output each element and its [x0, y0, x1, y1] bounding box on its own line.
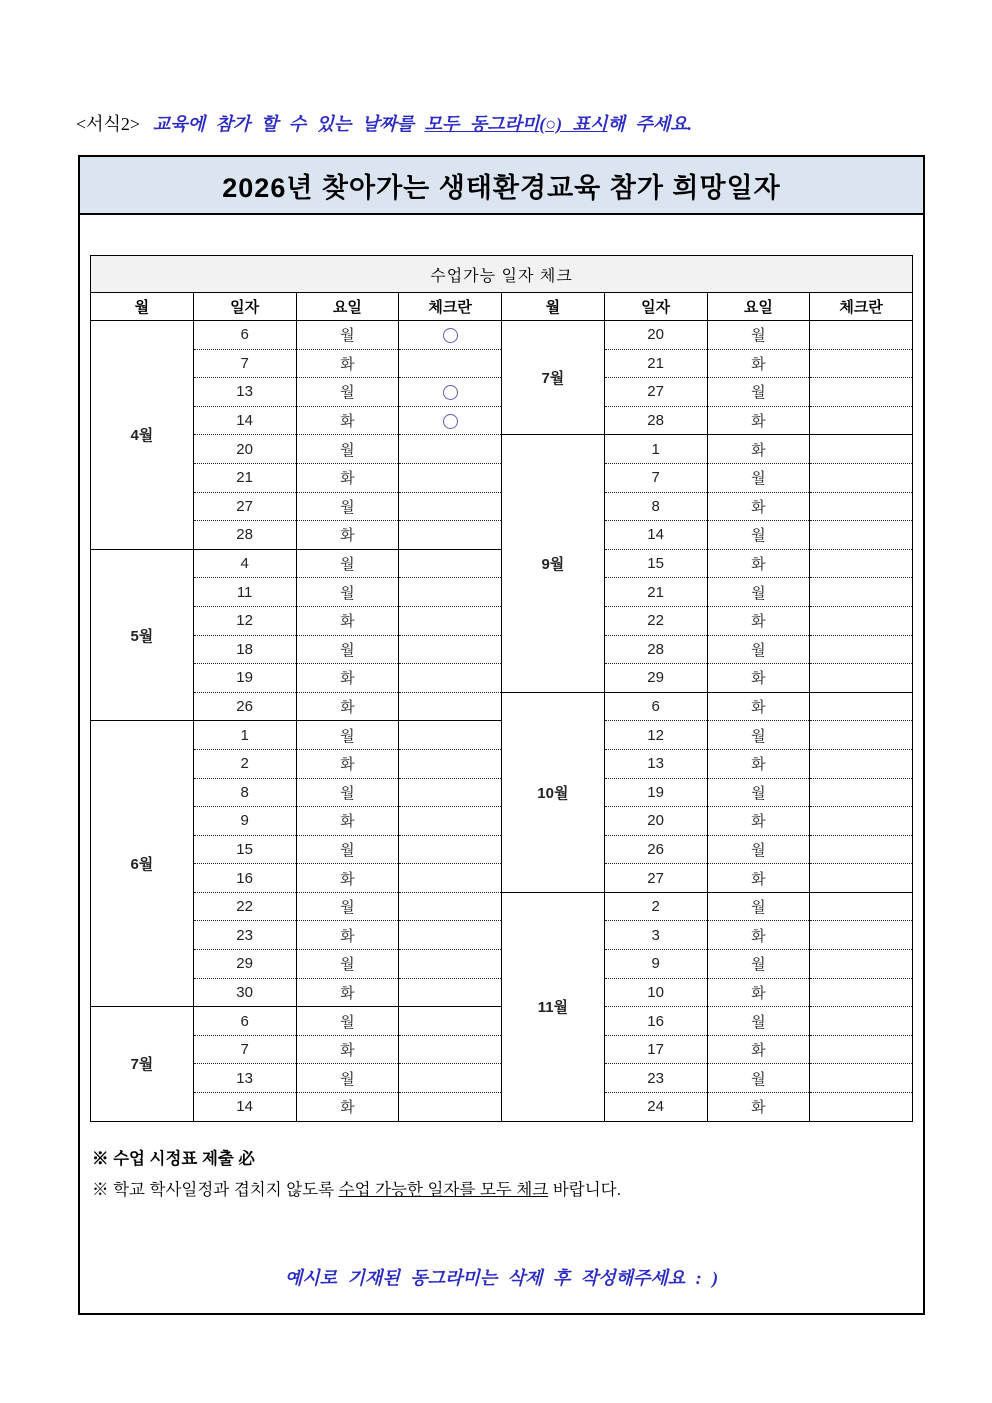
date-cell: 29 [604, 664, 707, 693]
check-cell[interactable] [810, 1035, 913, 1064]
date-cell: 28 [604, 635, 707, 664]
date-cell: 22 [604, 606, 707, 635]
weekday-cell: 화 [296, 692, 399, 721]
table-row [91, 321, 913, 350]
check-cell[interactable] [810, 635, 913, 664]
date-cell: 8 [193, 778, 296, 807]
weekday-cell: 화 [707, 864, 810, 893]
weekday-cell: 화 [707, 1035, 810, 1064]
date-cell: 13 [193, 1064, 296, 1093]
date-cell: 20 [193, 435, 296, 464]
weekday-cell: 화 [707, 807, 810, 836]
weekday-cell: 월 [707, 521, 810, 550]
column-header: 요일 [707, 293, 810, 321]
note-timetable: ※ 수업 시정표 제출 必 [92, 1149, 255, 1168]
weekday-cell: 화 [707, 978, 810, 1007]
month-cell: 5월 [91, 549, 194, 721]
column-header: 월 [91, 293, 194, 321]
check-cell[interactable] [399, 835, 502, 864]
instruction-underlined: 모두 동그라미(○) 표시 [424, 114, 608, 134]
weekday-cell: 화 [707, 435, 810, 464]
check-cell[interactable] [810, 892, 913, 921]
check-cell[interactable] [810, 664, 913, 693]
check-cell[interactable] [399, 807, 502, 836]
column-header: 체크란 [810, 293, 913, 321]
date-cell: 14 [604, 521, 707, 550]
check-cell[interactable] [810, 749, 913, 778]
check-cell[interactable] [810, 778, 913, 807]
weekday-cell: 화 [296, 749, 399, 778]
weekday-cell: 화 [707, 664, 810, 693]
weekday-cell: 화 [296, 406, 399, 435]
date-cell: 21 [604, 578, 707, 607]
check-cell[interactable] [399, 950, 502, 979]
weekday-cell: 월 [296, 892, 399, 921]
date-cell: 7 [193, 349, 296, 378]
month-cell: 10월 [502, 692, 605, 892]
date-cell: 19 [193, 664, 296, 693]
date-cell: 14 [193, 1093, 296, 1122]
note2-suffix: 바랍니다. [548, 1180, 622, 1199]
column-header: 요일 [296, 293, 399, 321]
date-cell: 23 [604, 1064, 707, 1093]
check-cell[interactable] [810, 492, 913, 521]
availability-table [90, 255, 913, 1122]
check-cell[interactable] [399, 864, 502, 893]
weekday-cell: 화 [707, 921, 810, 950]
circle-mark-icon [443, 414, 458, 429]
weekday-cell: 월 [707, 1007, 810, 1036]
date-cell: 1 [193, 721, 296, 750]
check-cell[interactable] [399, 492, 502, 521]
check-cell[interactable] [399, 521, 502, 550]
weekday-cell: 월 [296, 1064, 399, 1093]
column-header: 월 [502, 293, 605, 321]
check-cell[interactable] [399, 1093, 502, 1122]
weekday-cell: 화 [296, 1093, 399, 1122]
check-cell[interactable] [399, 349, 502, 378]
check-cell[interactable] [399, 778, 502, 807]
date-cell: 28 [604, 406, 707, 435]
check-cell[interactable] [810, 549, 913, 578]
date-cell: 29 [193, 950, 296, 979]
date-cell: 12 [604, 721, 707, 750]
date-cell: 12 [193, 606, 296, 635]
check-cell[interactable] [810, 378, 913, 407]
circle-mark-icon [443, 385, 458, 400]
date-cell: 20 [604, 321, 707, 350]
month-cell: 11월 [502, 892, 605, 1121]
note2-prefix: ※ 학교 학사일정과 겹치지 않도록 [92, 1180, 339, 1199]
check-cell[interactable] [810, 864, 913, 893]
month-cell: 7월 [91, 1007, 194, 1121]
date-cell: 28 [193, 521, 296, 550]
column-header-row [91, 293, 913, 321]
month-cell: 7월 [502, 321, 605, 435]
weekday-cell: 월 [707, 1064, 810, 1093]
date-cell: 9 [604, 950, 707, 979]
check-cell[interactable] [810, 1093, 913, 1122]
table-row [91, 435, 913, 464]
weekday-cell: 화 [707, 692, 810, 721]
weekday-cell: 월 [296, 549, 399, 578]
column-header: 일자 [604, 293, 707, 321]
check-cell[interactable] [399, 549, 502, 578]
weekday-cell: 월 [296, 321, 399, 350]
table-row [91, 692, 913, 721]
weekday-cell: 화 [296, 1035, 399, 1064]
form-container [78, 155, 925, 1315]
check-cell[interactable] [810, 606, 913, 635]
date-cell: 13 [604, 749, 707, 778]
date-cell: 17 [604, 1035, 707, 1064]
check-cell[interactable] [810, 835, 913, 864]
weekday-cell: 월 [707, 778, 810, 807]
weekday-cell: 월 [296, 1007, 399, 1036]
check-cell[interactable] [399, 406, 502, 435]
date-cell: 3 [604, 921, 707, 950]
month-cell: 6월 [91, 721, 194, 1007]
weekday-cell: 월 [296, 378, 399, 407]
weekday-cell: 월 [296, 950, 399, 979]
check-cell[interactable] [399, 635, 502, 664]
date-cell: 18 [193, 635, 296, 664]
date-cell: 27 [193, 492, 296, 521]
date-cell: 7 [604, 463, 707, 492]
check-cell[interactable] [810, 435, 913, 464]
weekday-cell: 월 [707, 950, 810, 979]
note2-underlined: 수업 가능한 일자를 모두 체크 [338, 1180, 549, 1199]
month-cell: 9월 [502, 435, 605, 692]
date-cell: 14 [193, 406, 296, 435]
weekday-cell: 월 [707, 635, 810, 664]
weekday-cell: 화 [707, 349, 810, 378]
weekday-cell: 화 [296, 807, 399, 836]
date-cell: 8 [604, 492, 707, 521]
weekday-cell: 월 [707, 378, 810, 407]
instruction-prefix: 교육에 참가 할 수 있는 날짜를 [152, 114, 425, 134]
weekday-cell: 월 [707, 578, 810, 607]
notes-section [92, 1144, 923, 1206]
weekday-cell: 월 [707, 721, 810, 750]
weekday-cell: 월 [296, 635, 399, 664]
weekday-cell: 화 [296, 978, 399, 1007]
check-cell[interactable] [399, 1007, 502, 1036]
date-cell: 2 [193, 749, 296, 778]
weekday-cell: 화 [707, 492, 810, 521]
check-cell[interactable] [810, 692, 913, 721]
check-cell[interactable] [810, 950, 913, 979]
footer-note: 예시로 기재된 동그라미는 삭제 후 작성해주세요 : ) [284, 1267, 719, 1288]
column-header: 일자 [193, 293, 296, 321]
check-cell[interactable] [810, 521, 913, 550]
date-cell: 26 [193, 692, 296, 721]
check-cell[interactable] [810, 807, 913, 836]
circle-mark-icon [443, 328, 458, 343]
document-title: 2026년 찾아가는 생태환경교육 참가 희망일자 [80, 157, 923, 215]
check-cell[interactable] [399, 664, 502, 693]
table-row [91, 892, 913, 921]
date-cell: 13 [193, 378, 296, 407]
check-cell[interactable] [810, 721, 913, 750]
check-cell[interactable] [399, 463, 502, 492]
check-cell[interactable] [810, 1064, 913, 1093]
weekday-cell: 화 [707, 606, 810, 635]
check-cell[interactable] [810, 978, 913, 1007]
weekday-cell: 월 [296, 721, 399, 750]
weekday-cell: 화 [296, 664, 399, 693]
date-cell: 16 [604, 1007, 707, 1036]
form-number-label: <서식2> [76, 114, 141, 134]
column-header: 체크란 [399, 293, 502, 321]
weekday-cell: 화 [707, 1093, 810, 1122]
date-cell: 19 [604, 778, 707, 807]
weekday-cell: 화 [296, 349, 399, 378]
instruction-suffix: 해 주세요. [607, 114, 693, 134]
check-cell[interactable] [810, 406, 913, 435]
weekday-cell: 화 [296, 521, 399, 550]
check-cell[interactable] [399, 435, 502, 464]
date-cell: 30 [193, 978, 296, 1007]
weekday-cell: 화 [296, 606, 399, 635]
check-cell[interactable] [399, 321, 502, 350]
date-cell: 15 [193, 835, 296, 864]
date-cell: 1 [604, 435, 707, 464]
date-cell: 27 [604, 864, 707, 893]
weekday-cell: 월 [707, 892, 810, 921]
check-cell[interactable] [810, 1007, 913, 1036]
weekday-cell: 월 [296, 835, 399, 864]
date-cell: 6 [193, 1007, 296, 1036]
check-cell[interactable] [399, 606, 502, 635]
weekday-cell: 월 [296, 435, 399, 464]
check-cell[interactable] [399, 692, 502, 721]
weekday-cell: 화 [707, 406, 810, 435]
check-cell[interactable] [810, 578, 913, 607]
check-cell[interactable] [399, 921, 502, 950]
weekday-cell: 월 [707, 463, 810, 492]
date-cell: 4 [193, 549, 296, 578]
weekday-cell: 화 [707, 549, 810, 578]
check-cell[interactable] [399, 1035, 502, 1064]
date-cell: 10 [604, 978, 707, 1007]
check-cell[interactable] [399, 749, 502, 778]
top-instruction [76, 110, 692, 136]
date-cell: 22 [193, 892, 296, 921]
instruction-text [153, 114, 692, 134]
date-cell: 15 [604, 549, 707, 578]
check-cell[interactable] [399, 378, 502, 407]
check-cell[interactable] [399, 1064, 502, 1093]
date-cell: 27 [604, 378, 707, 407]
date-cell: 2 [604, 892, 707, 921]
table-title: 수업가능 일자 체크 [91, 256, 913, 293]
date-cell: 6 [193, 321, 296, 350]
date-cell: 24 [604, 1093, 707, 1122]
date-cell: 23 [193, 921, 296, 950]
date-cell: 11 [193, 578, 296, 607]
weekday-cell: 화 [296, 463, 399, 492]
weekday-cell: 월 [296, 578, 399, 607]
check-cell[interactable] [810, 349, 913, 378]
check-cell[interactable] [399, 578, 502, 607]
date-cell: 16 [193, 864, 296, 893]
check-cell[interactable] [810, 921, 913, 950]
check-cell[interactable] [399, 721, 502, 750]
date-cell: 9 [193, 807, 296, 836]
weekday-cell: 월 [296, 778, 399, 807]
schedule-table-wrapper [90, 255, 923, 1122]
weekday-cell: 화 [296, 921, 399, 950]
check-cell[interactable] [399, 892, 502, 921]
date-cell: 21 [193, 463, 296, 492]
note-check-all [92, 1175, 923, 1206]
date-cell: 20 [604, 807, 707, 836]
check-cell[interactable] [399, 978, 502, 1007]
date-cell: 7 [193, 1035, 296, 1064]
date-cell: 21 [604, 349, 707, 378]
month-cell: 4월 [91, 321, 194, 550]
check-cell[interactable] [810, 321, 913, 350]
date-cell: 26 [604, 835, 707, 864]
weekday-cell: 화 [707, 749, 810, 778]
check-cell[interactable] [810, 463, 913, 492]
date-cell: 6 [604, 692, 707, 721]
weekday-cell: 월 [707, 321, 810, 350]
weekday-cell: 화 [296, 864, 399, 893]
weekday-cell: 월 [296, 492, 399, 521]
weekday-cell: 월 [707, 835, 810, 864]
